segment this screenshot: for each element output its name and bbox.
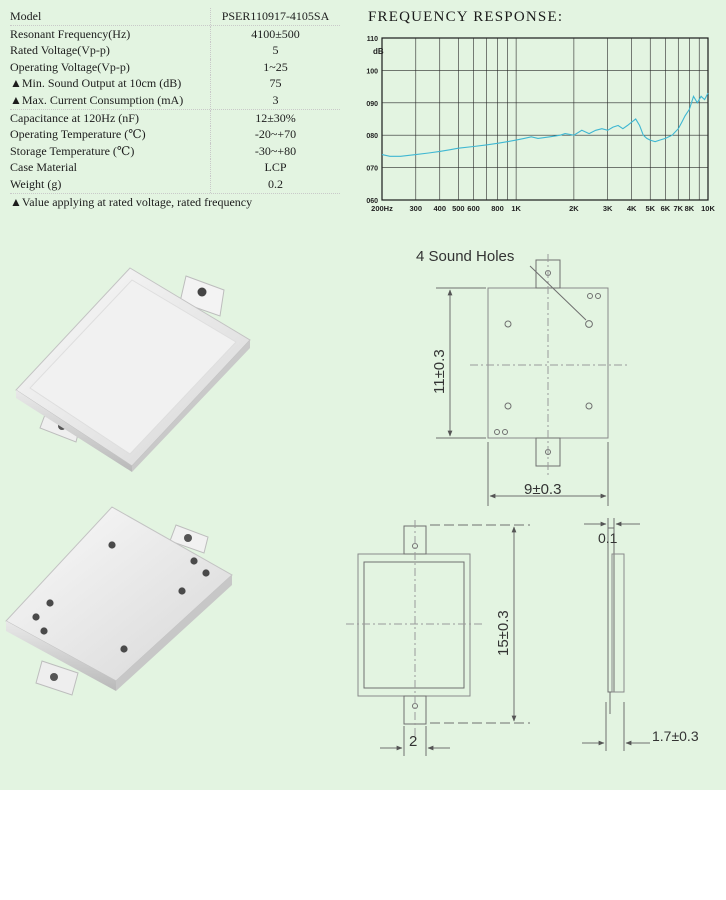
spec-value: -20~+70 [210, 126, 340, 143]
spec-row [10, 110, 340, 127]
x-tick-label: 1K [511, 204, 521, 213]
spec-row [10, 92, 340, 110]
buzzer-photo-bottom [4, 505, 254, 705]
dim-height-bottom: 15±0.3 [495, 610, 512, 656]
y-tick-label: 060 [366, 198, 378, 205]
x-tick-label: 8K [684, 204, 695, 213]
spec-row [10, 126, 340, 143]
x-tick-label: 500 [452, 204, 465, 213]
spec-row [10, 59, 340, 76]
x-tick-label: 200Hz [371, 204, 393, 213]
buzzer-photo-top [10, 262, 260, 492]
x-tick-label: 800 [491, 204, 504, 213]
y-tick-label: 100 [366, 68, 378, 76]
frequency-response-title: FREQUENCY RESPONSE: [368, 9, 564, 25]
frequency-response-chart [362, 28, 715, 218]
y-tick-label: 080 [366, 133, 378, 141]
spec-label: Operating Temperature (℃) [10, 127, 146, 142]
x-tick-label: 300 [409, 204, 423, 213]
spec-value: 75 [210, 75, 340, 92]
spec-row [10, 42, 340, 59]
spec-label: Case Material [10, 160, 77, 175]
spec-value: 5 [210, 42, 340, 59]
spec-label: ▲Max. Current Consumption (mA) [10, 92, 184, 107]
dim-total-thickness: 1.7±0.3 [652, 728, 699, 744]
spec-row [10, 176, 340, 194]
spec-label: Capacitance at 120Hz (nF) [10, 110, 139, 125]
sound-holes-callout: 4 Sound Holes [416, 248, 515, 265]
dimension-drawing [350, 236, 720, 776]
y-tick-label: 070 [366, 165, 378, 173]
y-tick-label: 090 [366, 100, 378, 108]
x-tick-label: 6K [660, 204, 671, 213]
spec-label: Model [10, 9, 42, 23]
chart-ylabel: dB [373, 47, 384, 56]
spec-value: 12±30% [210, 110, 340, 127]
x-tick-label: 3K [602, 204, 613, 213]
x-tick-label: 2K [569, 204, 579, 213]
dim-height-top: 11±0.3 [431, 349, 448, 394]
spec-value: 3 [210, 92, 340, 109]
spec-value: PSER110917-4105SA [210, 8, 340, 25]
x-tick-label: 5K [645, 204, 656, 213]
x-tick-label: 7K [673, 204, 684, 213]
spec-value: LCP [210, 159, 340, 176]
spec-label: Storage Temperature (℃) [10, 143, 135, 158]
spec-label: Resonant Frequency(Hz) [10, 26, 131, 41]
spec-footnote: ▲Value applying at rated voltage, rated frequency [10, 194, 253, 209]
spec-value: 4100±500 [210, 26, 340, 43]
x-tick-label: 4K [626, 204, 637, 213]
spec-label: ▲Min. Sound Output at 10cm (dB) [10, 76, 182, 91]
spec-row [10, 143, 340, 160]
x-tick-label: 600 [467, 204, 480, 213]
y-tick-label: 110 [366, 36, 378, 43]
dim-plate-thickness: 0.1 [598, 530, 618, 546]
x-tick-label: 400 [433, 204, 447, 213]
spec-value: 1~25 [210, 59, 340, 76]
spec-row [10, 159, 340, 176]
spec-row [10, 26, 340, 43]
dim-terminal: 2 [409, 733, 418, 750]
x-tick-label: 10K [701, 204, 715, 213]
spec-label: Weight (g) [10, 176, 62, 191]
spec-row [10, 75, 340, 92]
spec-label: Operating Voltage(Vp-p) [10, 59, 130, 74]
spec-row [10, 8, 340, 26]
chart-plot-frame [382, 38, 708, 200]
spec-label: Rated Voltage(Vp-p) [10, 43, 110, 58]
spec-value: 0.2 [210, 176, 340, 193]
dim-width-top: 9±0.3 [524, 481, 562, 498]
spec-table [10, 8, 340, 210]
spec-value: -30~+80 [210, 143, 340, 160]
